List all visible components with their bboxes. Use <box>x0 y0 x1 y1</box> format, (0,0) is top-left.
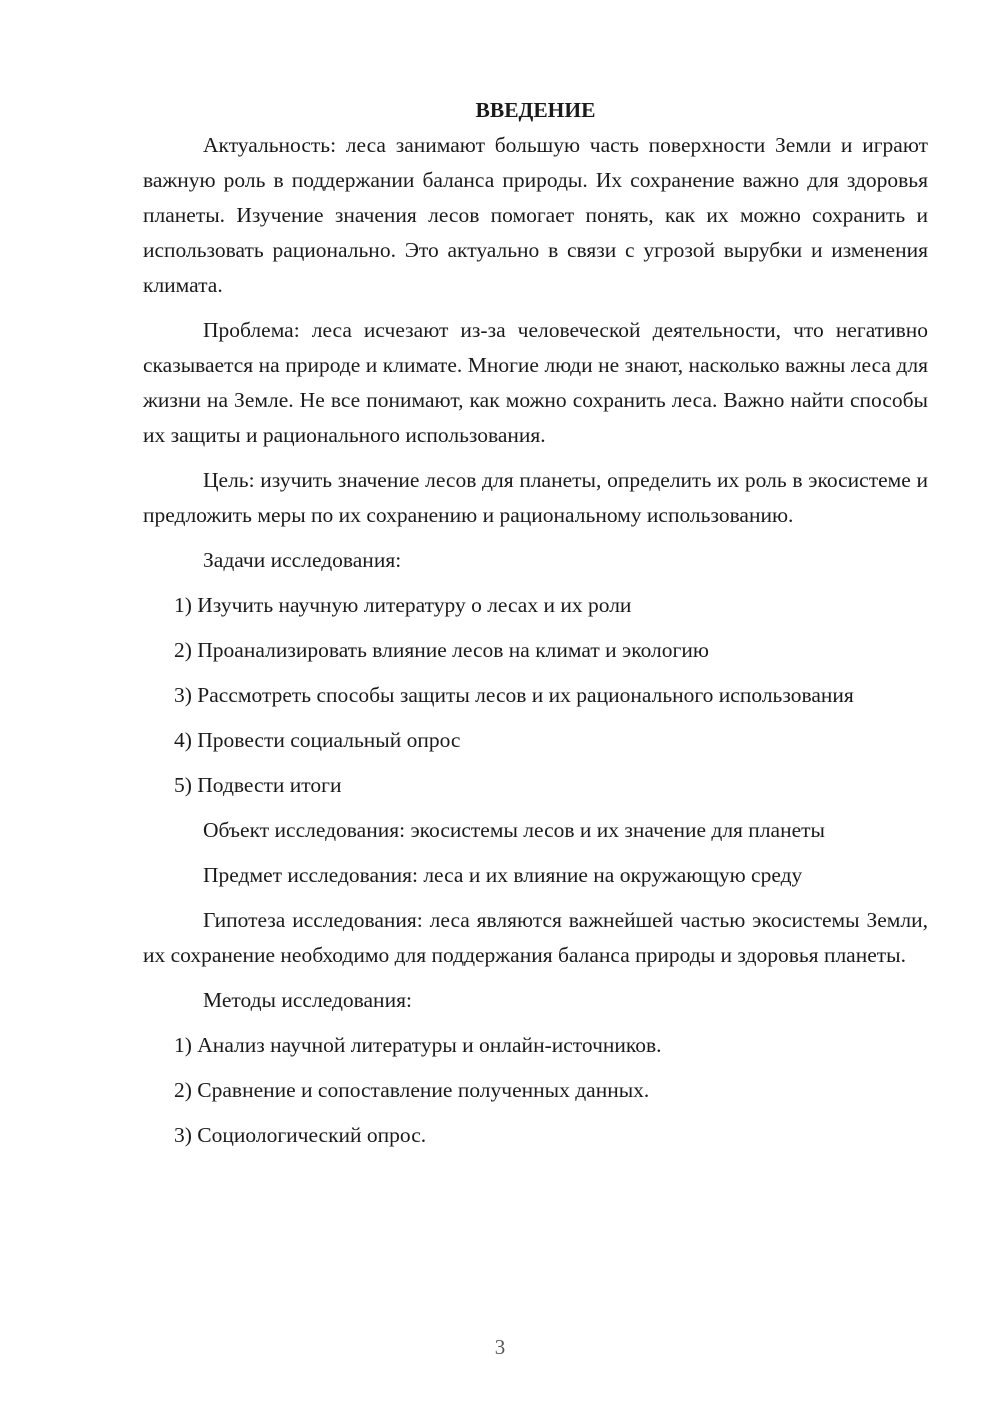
page-number: 3 <box>494 1335 506 1359</box>
task-item: 5) Подвести итоги <box>174 773 342 797</box>
task-item: 2) Проанализировать влияние лесов на климат и экологию <box>174 638 709 662</box>
method-item: 1) Анализ научной литературы и онлайн-источников. <box>174 1033 662 1057</box>
method-item: 2) Сравнение и сопоставление полученных данных. <box>174 1078 650 1102</box>
paragraph-goal: Цель: изучить значение лесов для планеты, определить их роль в экосистеме и предложить меры по их сохранению и рациональному использованию. <box>143 468 928 527</box>
paragraph-subject: Предмет исследования: леса и их влияние на окружающую среду <box>203 863 803 887</box>
page-title: ВВЕДЕНИЕ <box>475 98 596 122</box>
task-item: 3) Рассмотреть способы защиты лесов и их рационального использования <box>174 683 854 707</box>
paragraph-problem: Проблема: леса исчезают из-за человеческой деятельности, что негативно сказывается на природе и климате. Многие люди не знают, насколько важны леса для жизни на Земле. Не все понимают, как можно сохранить леса. Важно найти способы их защиты и рационального использования. <box>143 318 928 447</box>
task-item: 1) Изучить научную литературу о лесах и их роли <box>174 593 632 617</box>
methods-heading: Методы исследования: <box>203 988 412 1012</box>
paragraph-hypothesis: Гипотеза исследования: леса являются важнейшей частью экосистемы Земли, их сохранение необходимо для поддержания баланса природы и здоровья планеты. <box>143 908 928 967</box>
task-item: 4) Провести социальный опрос <box>174 728 461 752</box>
paragraph-object: Объект исследования: экосистемы лесов и их значение для планеты <box>203 818 825 842</box>
method-item: 3) Социологический опрос. <box>174 1123 427 1147</box>
paragraph-relevance: Актуальность: леса занимают большую часть поверхности Земли и играют важную роль в поддержании баланса природы. Их сохранение важно для здоровья планеты. Изучение значения лесов помогает понять, как их можно сохранить и использовать рационально. Это актуально в связи с угрозой вырубки и изменения климата. <box>143 133 928 297</box>
document-page <box>143 93 928 1153</box>
tasks-heading: Задачи исследования: <box>203 548 402 572</box>
